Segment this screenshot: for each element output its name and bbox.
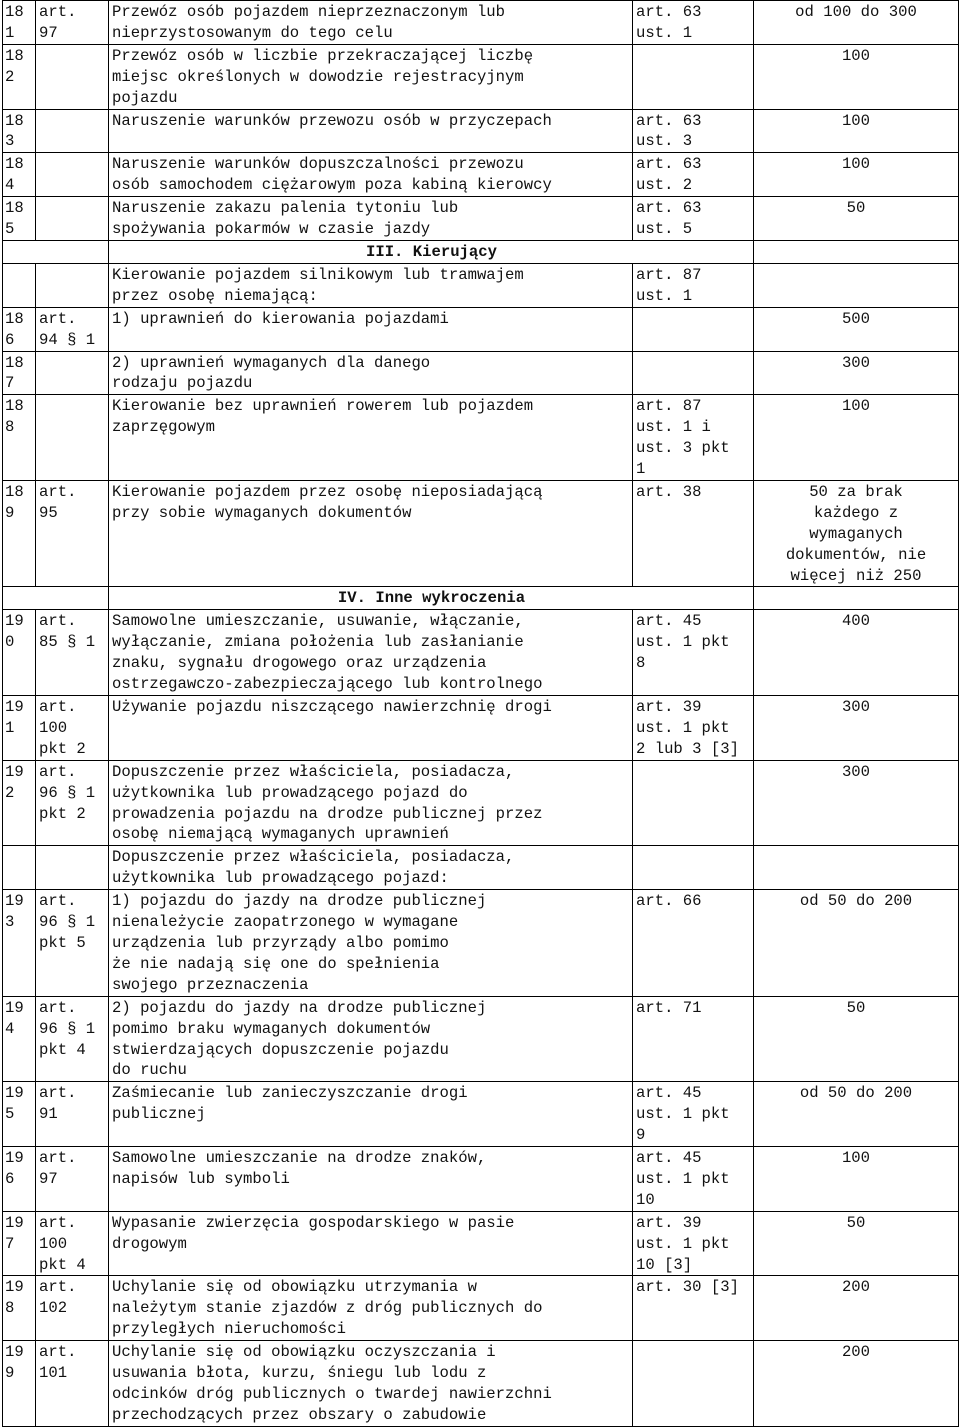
row-number: 186 [3,307,36,351]
row-number: 194 [3,996,36,1082]
row-number: 197 [3,1211,36,1276]
table-row [3,44,959,109]
legal-basis [36,109,109,153]
fine-amount: od 50 do 200 [754,1082,959,1147]
row-number: 182 [3,44,36,109]
legal-basis: art. 97 [36,1,109,45]
code-reference [633,307,754,351]
code-reference: art. 38 [633,480,754,587]
row-number: 187 [3,351,36,395]
legal-basis [36,351,109,395]
code-reference: art. 87 ust. 1 i ust. 3 pkt 1 [633,395,754,481]
fine-amount: od 100 do 300 [754,1,959,45]
fine-amount: 200 [754,1276,959,1341]
code-reference: art. 30 [3] [633,1276,754,1341]
offense-description: 2) uprawnień wymaganych dla danego rodzaju pojazdu [109,351,633,395]
empty-cell [754,587,959,610]
empty-cell [3,240,109,263]
table-row [3,1211,959,1276]
legal-basis: art. 100 pkt 4 [36,1211,109,1276]
code-reference: art. 63 ust. 3 [633,109,754,153]
offense-description: Samowolne umieszczanie na drodze znaków, napisów lub symboli [109,1147,633,1212]
code-reference: art. 71 [633,996,754,1082]
fine-amount: 100 [754,109,959,153]
legal-basis: art. 91 [36,1082,109,1147]
code-reference: art. 66 [633,890,754,997]
offense-description: 2) pojazdu do jazdy na drodze publicznej pomimo braku wymaganych dokumentów stwierdzających dopuszczenie pojazdu do ruchu [109,996,633,1082]
fine-amount: 50 [754,197,959,241]
table-row [3,1276,959,1341]
legal-basis: art. 97 [36,1147,109,1212]
fine-amount: 100 [754,1147,959,1212]
offense-description: Zaśmiecanie lub zanieczyszczanie drogi publicznej [109,1082,633,1147]
fine-amount: 300 [754,351,959,395]
row-number [3,846,36,890]
table-row [3,1082,959,1147]
legal-basis: art. 101 [36,1341,109,1427]
code-reference: art. 63 ust. 2 [633,153,754,197]
empty-cell [3,587,109,610]
legal-basis [36,44,109,109]
code-reference: art. 45 ust. 1 pkt 10 [633,1147,754,1212]
fine-amount [754,263,959,307]
row-number: 192 [3,760,36,846]
code-reference: art. 39 ust. 1 pkt 10 [3] [633,1211,754,1276]
row-number [3,263,36,307]
fine-amount: 100 [754,395,959,481]
offense-description: Przewóz osób w liczbie przekraczającej liczbę miejsc określonych w dowodzie rejestracyjnym pojazdu [109,44,633,109]
table-row [3,153,959,197]
fine-amount: 50 [754,996,959,1082]
section-header-row [3,240,959,263]
offense-description: Wypasanie zwierzęcia gospodarskiego w pasie drogowym [109,1211,633,1276]
code-reference [633,44,754,109]
legal-basis [36,197,109,241]
fine-amount: 100 [754,153,959,197]
row-number: 189 [3,480,36,587]
offense-description: Uchylanie się od obowiązku oczyszczania i usuwania błota, kurzu, śniegu lub lodu z odcinków dróg publicznych o twardej nawierzchni przechodzących przez obszary o zabudowie [109,1341,633,1427]
table-row [3,197,959,241]
offense-description: Kierowanie bez uprawnień rowerem lub pojazdem zaprzęgowym [109,395,633,481]
offense-description: Przewóz osób pojazdem nieprzeznaczonym lub nieprzystosowanym do tego celu [109,1,633,45]
code-reference [633,760,754,846]
legal-basis: art. 94 § 1 [36,307,109,351]
row-number: 190 [3,610,36,696]
row-number: 195 [3,1082,36,1147]
fine-amount: 100 [754,44,959,109]
row-number: 181 [3,1,36,45]
legal-basis: art. 95 [36,480,109,587]
offense-description: Uchylanie się od obowiązku utrzymania w należytym stanie zjazdów z dróg publicznych do przyległych nieruchomości [109,1276,633,1341]
offense-description: Dopuszczenie przez właściciela, posiadacza, użytkownika lub prowadzącego pojazd do prowadzenia pojazdu na drodze publicznej przez osobę niemającą wymaganych uprawnień [109,760,633,846]
offense-description: Kierowanie pojazdem przez osobę nieposiadającą przy sobie wymaganych dokumentów [109,480,633,587]
table-row [3,1341,959,1427]
fine-amount: 200 [754,1341,959,1427]
legal-basis: art. 102 [36,1276,109,1341]
offense-fine-table [2,0,959,1427]
legal-basis: art. 96 § 1 pkt 2 [36,760,109,846]
row-number: 191 [3,696,36,761]
row-number: 199 [3,1341,36,1427]
code-reference: art. 63 ust. 1 [633,1,754,45]
table-row [3,480,959,587]
offense-description: Używanie pojazdu niszczącego nawierzchnię drogi [109,696,633,761]
table-row [3,395,959,481]
offense-description: Naruszenie warunków dopuszczalności przewozu osób samochodem ciężarowym poza kabiną kierowcy [109,153,633,197]
fine-amount: od 50 do 200 [754,890,959,997]
section-header-row [3,587,959,610]
offense-description: Naruszenie zakazu palenia tytoniu lub spożywania pokarmów w czasie jazdy [109,197,633,241]
empty-cell [754,240,959,263]
table-row [3,760,959,846]
offense-fine-table-page [2,0,958,1427]
legal-basis: art. 96 § 1 pkt 5 [36,890,109,997]
legal-basis [36,263,109,307]
code-reference: art. 45 ust. 1 pkt 8 [633,610,754,696]
offense-description: Samowolne umieszczanie, usuwanie, włączanie, wyłączanie, zmiana położenia lub zasłanianie znaku, sygnału drogowego oraz urządzenia ostrzegawczo-zabezpieczającego lub kontrolnego [109,610,633,696]
fine-amount: 50 [754,1211,959,1276]
section-title: IV. Inne wykroczenia [109,587,754,610]
table-row [3,307,959,351]
legal-basis: art. 96 § 1 pkt 4 [36,996,109,1082]
row-number: 196 [3,1147,36,1212]
table-row [3,1,959,45]
offense-table-body [3,1,959,1427]
offense-description: 1) uprawnień do kierowania pojazdami [109,307,633,351]
fine-amount: 400 [754,610,959,696]
row-number: 193 [3,890,36,997]
code-reference: art. 63 ust. 5 [633,197,754,241]
code-reference [633,846,754,890]
fine-amount: 50 za brak każdego z wymaganych dokumentów, nie więcej niż 250 [754,480,959,587]
row-number: 183 [3,109,36,153]
table-row [3,846,959,890]
fine-amount: 300 [754,760,959,846]
row-number: 198 [3,1276,36,1341]
code-reference [633,351,754,395]
offense-description: Dopuszczenie przez właściciela, posiadacza, użytkownika lub prowadzącego pojazd: [109,846,633,890]
table-row [3,890,959,997]
row-number: 188 [3,395,36,481]
row-number: 184 [3,153,36,197]
table-row [3,263,959,307]
offense-description: Kierowanie pojazdem silnikowym lub tramwajem przez osobę niemającą: [109,263,633,307]
code-reference: art. 87 ust. 1 [633,263,754,307]
fine-amount: 500 [754,307,959,351]
table-row [3,996,959,1082]
row-number: 185 [3,197,36,241]
fine-amount [754,846,959,890]
table-row [3,610,959,696]
code-reference [633,1341,754,1427]
table-row [3,696,959,761]
legal-basis [36,395,109,481]
legal-basis: art. 85 § 1 [36,610,109,696]
table-row [3,351,959,395]
legal-basis: art. 100 pkt 2 [36,696,109,761]
legal-basis [36,846,109,890]
legal-basis [36,153,109,197]
fine-amount: 300 [754,696,959,761]
section-title: III. Kierujący [109,240,754,263]
code-reference: art. 39 ust. 1 pkt 2 lub 3 [3] [633,696,754,761]
offense-description: Naruszenie warunków przewozu osób w przyczepach [109,109,633,153]
code-reference: art. 45 ust. 1 pkt 9 [633,1082,754,1147]
offense-description: 1) pojazdu do jazdy na drodze publicznej nienależycie zaopatrzonego w wymagane urządzenia lub przyrządy albo pomimo że nie nadają się one do spełnienia swojego przeznaczenia [109,890,633,997]
table-row [3,109,959,153]
table-row [3,1147,959,1212]
